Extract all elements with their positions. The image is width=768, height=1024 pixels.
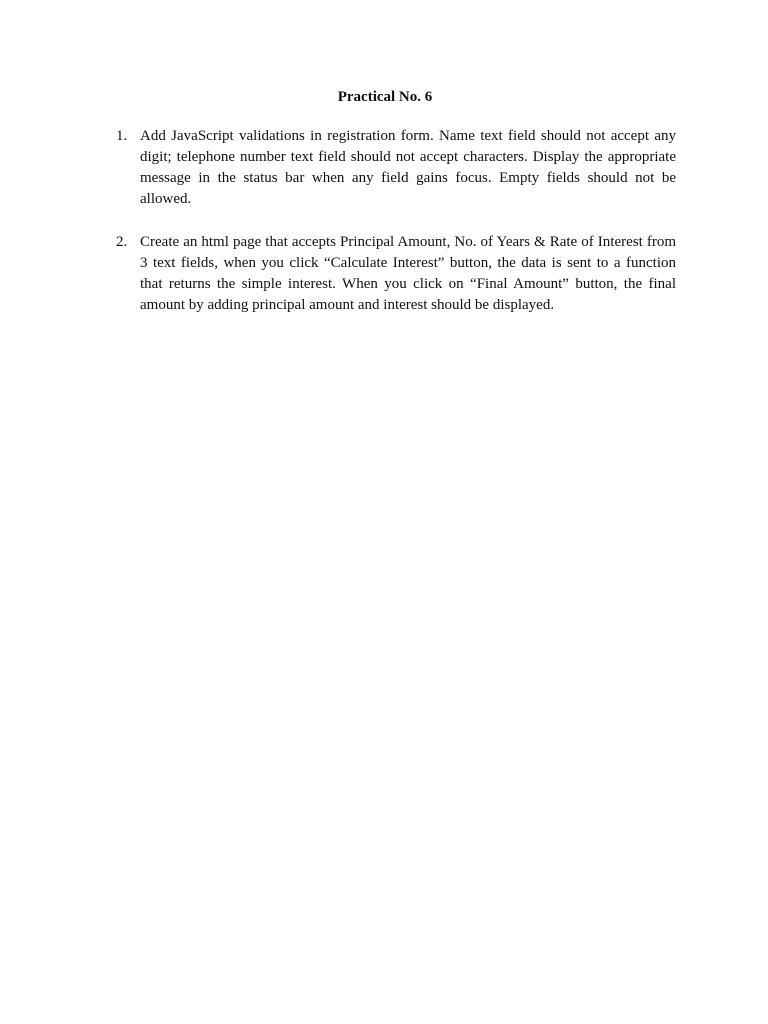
list-item-text: Create an html page that accepts Principal Amount, No. of Years & Rate of Interest from 3 text fields, when you click “Calculate Interest” button, the data is sent to a function that returns the simple interest. When you click on “Final Amount” button, the final amount by adding principal amount and interest should be displayed. — [140, 234, 676, 313]
list-item — [116, 126, 676, 210]
list-item-number: 1. — [116, 128, 128, 144]
list-item-text: Add JavaScript validations in registration form. Name text field should not accept any digit; telephone number text field should not accept characters. Display the appropriate message in the status bar when any field gains focus. Empty fields should not be allowed. — [140, 128, 676, 207]
page-title: Practical No. 6 — [337, 89, 433, 105]
list-item-number: 2. — [116, 234, 128, 250]
list-item — [116, 232, 676, 316]
